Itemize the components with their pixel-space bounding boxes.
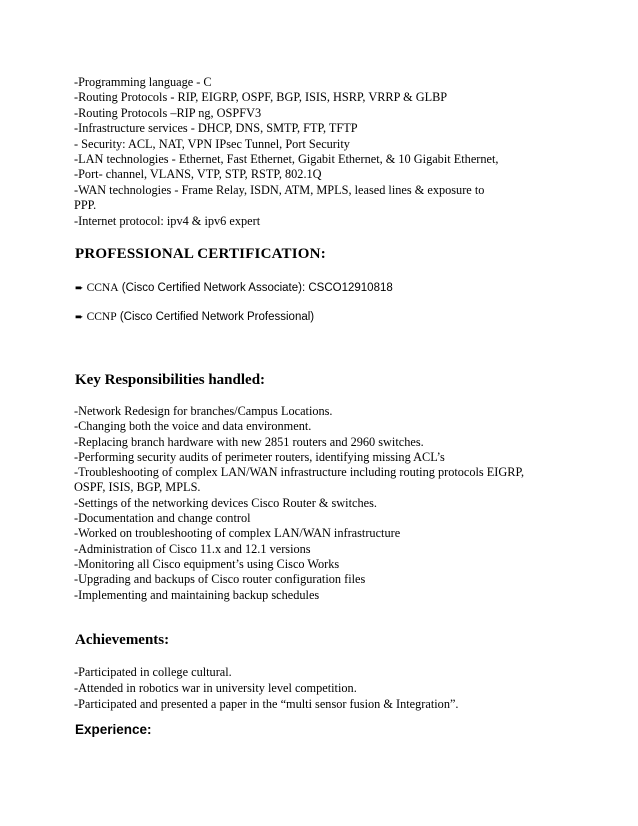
list-item: -Performing security audits of perimeter routers, identifying missing ACL’s <box>74 449 445 464</box>
skill-line: -WAN technologies - Frame Relay, ISDN, ATM, MPLS, leased lines & exposure to <box>74 182 485 197</box>
skill-line: -Routing Protocols –RIP ng, OSPFV3 <box>74 105 262 120</box>
list-item: -Administration of Cisco 11.x and 12.1 versions <box>74 541 311 556</box>
skill-line: -Programming language - C <box>74 75 212 89</box>
list-item: -Documentation and change control <box>74 511 251 526</box>
list-item: -Participated in college cultural. <box>74 665 232 679</box>
skill-line: -LAN technologies - Ethernet, Fast Ethernet, Gigabit Ethernet, & 10 Gigabit Ethernet, <box>74 152 499 167</box>
skill-line: -Infrastructure services - DHCP, DNS, SMTP, FTP, TFTP <box>74 121 358 136</box>
arrow-icon: ➨ <box>75 283 84 294</box>
achievements-list <box>74 664 604 712</box>
list-item: -Implementing and maintaining backup schedules <box>74 587 320 602</box>
skill-line: -Routing Protocols - RIP, EIGRP, OSPF, BGP, ISIS, HSRP, VRRP & GLBP <box>74 90 448 105</box>
list-item: -Upgrading and backups of Cisco router configuration files <box>74 572 366 587</box>
certification-detail: (Cisco Certified Network Associate): CSCO12910818 <box>121 282 393 294</box>
list-item: -Attended in robotics war in university level competition. <box>74 681 357 695</box>
certification-tag: CCNP <box>86 311 117 323</box>
achievements-heading: Achievements: <box>75 632 170 648</box>
list-item: -Settings of the networking devices Cisco Router & switches. <box>74 495 377 510</box>
list-item: -Monitoring all Cisco equipment’s using Cisco Works <box>74 556 340 571</box>
skill-line: PPP. <box>74 198 97 213</box>
certification-item-ccna <box>75 282 393 294</box>
skill-line: -Internet protocol: ipv4 & ipv6 expert <box>74 213 261 228</box>
list-item: -Replacing branch hardware with new 2851 routers and 2960 switches. <box>74 434 424 449</box>
list-item: OSPF, ISIS, BGP, MPLS. <box>74 480 201 495</box>
list-item: -Worked on troubleshooting of complex LAN/WAN infrastructure <box>74 526 401 541</box>
technical-skills-list <box>74 75 594 229</box>
arrow-icon: ➨ <box>75 312 84 323</box>
responsibilities-heading: Key Responsibilities handled: <box>75 372 266 388</box>
experience-heading: Experience: <box>75 722 152 737</box>
certification-detail: (Cisco Certified Network Professional) <box>119 311 315 323</box>
list-item: -Network Redesign for branches/Campus Locations. <box>74 404 333 418</box>
skill-line: - Security: ACL, NAT, VPN IPsec Tunnel, Port Security <box>74 136 350 151</box>
list-item: -Changing both the voice and data environment. <box>74 419 312 434</box>
certification-heading: PROFESSIONAL CERTIFICATION: <box>75 246 326 262</box>
list-item: -Participated and presented a paper in the “multi sensor fusion & Integration”. <box>74 697 459 711</box>
skill-line: -Port- channel, VLANS, VTP, STP, RSTP, 802.1Q <box>74 167 322 182</box>
list-item: -Troubleshooting of complex LAN/WAN infrastructure including routing protocols EIGRP, <box>74 465 525 480</box>
certification-tag: CCNA <box>86 282 119 294</box>
certification-item-ccnp <box>75 311 314 323</box>
responsibilities-list <box>74 404 604 603</box>
